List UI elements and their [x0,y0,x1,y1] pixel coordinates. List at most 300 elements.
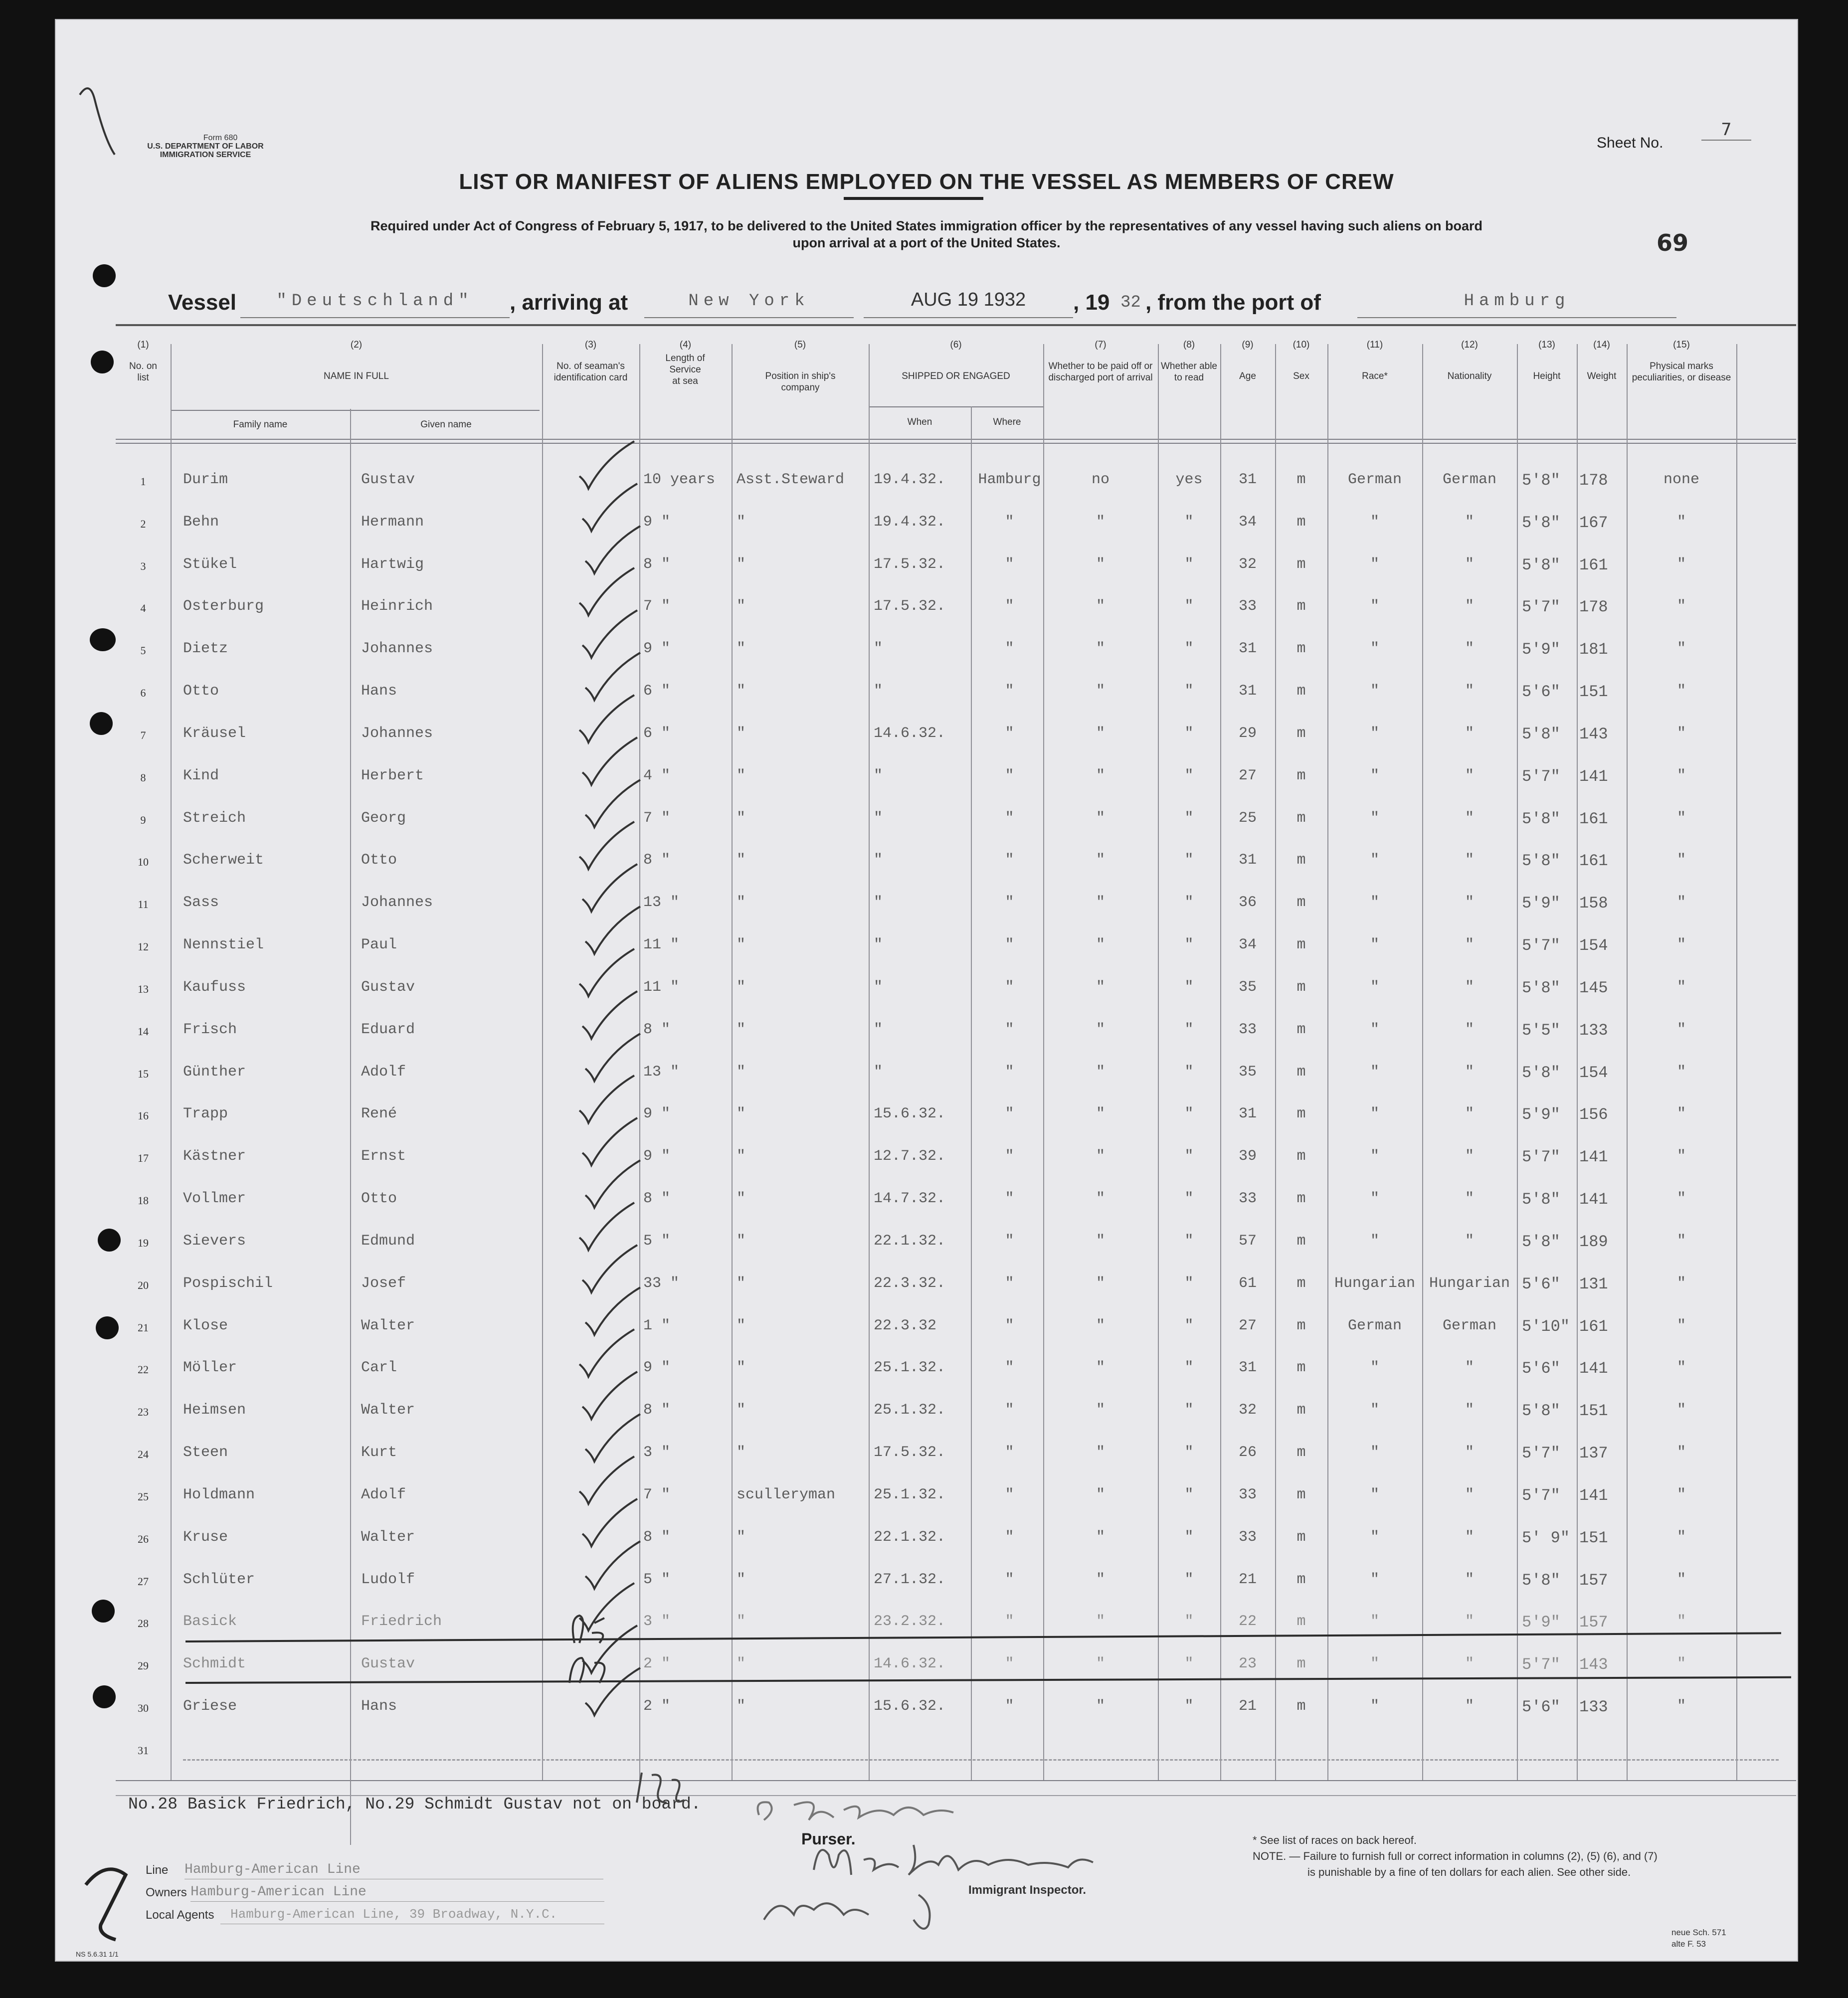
row-number: 11 [138,898,149,910]
cell-given: Gustav [361,979,415,996]
cell-read: " [1184,1275,1194,1292]
cell-age: 21 [1238,1571,1257,1588]
cell-service: 6 " [643,683,671,700]
cell-family: Kräusel [183,725,246,742]
cell-when: " [874,1021,883,1038]
cell-age: 32 [1238,556,1257,573]
cell-height: 5'8" [1522,471,1560,490]
cell-when: 15.6.32. [874,1698,946,1715]
manifest-sheet [56,20,1797,1961]
cell-age: 35 [1238,1064,1257,1081]
cell-height: 5'7" [1522,598,1560,616]
cell-given: Adolf [361,1486,406,1503]
cell-race: German [1347,1317,1402,1334]
cell-paid: " [1096,1402,1105,1419]
cell-family: Möller [183,1359,237,1376]
cell-service: 13 " [643,1064,680,1081]
empty-row-dashed-line [183,1759,1779,1761]
cell-height: 5'8" [1522,979,1560,997]
punch-hole [90,712,113,735]
cell-height: 5'8" [1522,1064,1560,1082]
col-15-header: (15) Physical marks peculiarities, or disease [1632,340,1731,383]
cell-given: Ernst [361,1148,406,1165]
cell-marks: " [1676,1275,1686,1292]
cell-position: " [737,1529,746,1546]
cell-when: 22.1.32. [874,1529,946,1546]
cell-age: 33 [1238,1021,1257,1038]
col-5-header: (5) Position in ship's company [765,340,836,393]
cell-read: " [1184,1105,1194,1122]
cell-marks: " [1676,1064,1686,1081]
cell-sex: m [1296,1105,1306,1122]
cell-when: 25.1.32. [874,1402,946,1419]
row-number: 9 [140,814,146,826]
departure-port: Hamburg [1464,292,1570,311]
cell-paid: " [1096,725,1105,742]
cell-when: 12.7.32. [874,1148,946,1165]
row-number: 27 [138,1575,149,1588]
col-11-header: (11) Race* [1362,340,1388,381]
agents-label: Local Agents [146,1908,214,1922]
cell-weight: 178 [1579,598,1608,616]
penalty-note-2: is punishable by a fine of ten dollars for each alien. See other side. [1307,1866,1631,1878]
cell-race: " [1370,1571,1379,1588]
cell-read: " [1184,1233,1194,1250]
row-number: 24 [138,1448,149,1460]
cell-position: sculleryman [737,1486,836,1503]
cell-age: 33 [1238,598,1257,615]
cell-position: " [737,1655,746,1672]
cell-read: " [1184,767,1194,784]
cell-given: Otto [361,1190,397,1207]
cell-when: 17.5.32. [874,1444,946,1461]
cell-height: 5'8" [1522,514,1560,532]
cell-given: Kurt [361,1444,397,1461]
cell-age: 36 [1238,894,1257,911]
cell-position: " [737,1571,746,1588]
cell-service: 33 " [643,1275,680,1292]
cell-position: " [737,1148,746,1165]
cell-nationality: " [1465,1402,1474,1419]
cell-when: 25.1.32. [874,1486,946,1503]
cell-read: " [1184,1698,1194,1715]
cell-read: " [1184,1359,1194,1376]
cell-height: 5'8" [1522,556,1560,574]
cell-sex: m [1296,1698,1306,1715]
cell-position: " [737,1444,746,1461]
cell-marks: " [1676,1571,1686,1588]
cell-given: Walter [361,1529,415,1546]
cell-given: Gustav [361,1655,415,1672]
cell-given: Hans [361,1698,397,1715]
subtitle-line-1: Required under Act of Congress of February 5, 1917, to be delivered to the United States immigration officer by the representatives of any vessel having such aliens on board [370,218,1483,233]
cell-weight: 161 [1579,556,1608,574]
races-note: * See list of races on back hereof. [1253,1834,1417,1846]
strike-row-28 [185,1632,1781,1642]
cell-weight: 151 [1579,683,1608,701]
cell-read: " [1184,1444,1194,1461]
cell-where: " [1005,514,1014,531]
cell-service: 9 " [643,1148,671,1165]
cell-paid: " [1096,556,1105,573]
cell-age: 27 [1238,767,1257,784]
cell-weight: 133 [1579,1698,1608,1716]
cell-race: " [1370,1064,1379,1081]
cell-position: " [737,1613,746,1630]
cell-when: 19.4.32. [874,514,946,531]
row-number: 5 [140,644,146,657]
cell-family: Trapp [183,1105,228,1122]
cell-family: Günther [183,1064,246,1081]
row-number: 25 [138,1490,149,1503]
cell-height: 5'7" [1522,1486,1560,1505]
cell-position: " [737,1064,746,1081]
cell-service: 1 " [643,1317,671,1334]
cell-marks: " [1676,1402,1686,1419]
cell-given: Hermann [361,514,424,531]
cell-when: 14.6.32. [874,725,946,742]
cell-marks: " [1676,1486,1686,1503]
cell-race: " [1370,852,1379,869]
cell-service: 8 " [643,556,671,573]
penalty-note-1: NOTE. — Failure to furnish full or correct information in columns (2), (5) (6), and (7) [1253,1850,1658,1862]
purser-label: Purser. [801,1830,856,1848]
cell-family: Scherweit [183,852,264,869]
title-rule [844,197,983,200]
cell-marks: " [1676,1444,1686,1461]
cell-race: " [1370,1021,1379,1038]
cell-weight: 141 [1579,767,1608,786]
cell-sex: m [1296,598,1306,615]
col-3-header: (3) No. of seaman's identification card [554,340,628,383]
cell-sex: m [1296,1402,1306,1419]
cell-sex: m [1296,1359,1306,1376]
cell-sex: m [1296,683,1306,700]
cell-paid: " [1096,1486,1105,1503]
row-number: 2 [140,518,146,530]
cell-service: 5 " [643,1233,671,1250]
cell-paid: " [1096,514,1105,531]
col-12-header: (12) Nationality [1447,340,1492,381]
cell-where: " [1005,1148,1014,1165]
cell-position: " [737,1317,746,1334]
cell-nationality: " [1465,1148,1474,1165]
cell-where: " [1005,852,1014,869]
cell-race: " [1370,1486,1379,1503]
cell-age: 34 [1238,936,1257,953]
cell-marks: " [1676,640,1686,657]
cell-weight: 141 [1579,1486,1608,1505]
cell-position: " [737,556,746,573]
cell-height: 5'7" [1522,1655,1560,1674]
cell-nationality: " [1465,725,1474,742]
cell-service: 7 " [643,598,671,615]
cell-nationality: " [1465,979,1474,996]
strike-row-29 [185,1676,1791,1684]
cell-position: " [737,767,746,784]
cell-given: Walter [361,1402,415,1419]
cell-weight: 161 [1579,852,1608,870]
row-number: 4 [140,602,146,614]
cell-paid: " [1096,1444,1105,1461]
cell-family: Vollmer [183,1190,246,1207]
line-label: Line [146,1863,169,1877]
cell-given: Edmund [361,1233,415,1250]
row-number: 12 [138,940,149,953]
col-7-header: (7) Whether to be paid off or discharged port of arrival [1048,340,1153,383]
cell-age: 57 [1238,1233,1257,1250]
cell-family: Holdmann [183,1486,255,1503]
cell-height: 5'5" [1522,1021,1560,1040]
punch-hole [93,1685,116,1708]
cell-weight: 143 [1579,725,1608,743]
cell-height: 5'9" [1522,1613,1560,1632]
cell-weight: 167 [1579,514,1608,532]
cell-where: " [1005,1064,1014,1081]
owners-label: Owners [146,1886,187,1899]
cell-weight: 157 [1579,1571,1608,1590]
row-number: 20 [138,1279,149,1291]
col-given-name-header: Given name [420,419,472,430]
row-number: 21 [138,1321,149,1334]
row-number: 3 [140,560,146,572]
cell-race: " [1370,1444,1379,1461]
punch-hole [91,351,114,373]
cell-sex: m [1296,810,1306,827]
cell-weight: 189 [1579,1233,1608,1251]
cell-height: 5'8" [1522,725,1560,743]
cell-position: " [737,1233,746,1250]
cell-sex: m [1296,1317,1306,1334]
row-number: 29 [138,1659,149,1672]
cell-weight: 151 [1579,1402,1608,1420]
cell-where: " [1005,1275,1014,1292]
page-number: 69 [1657,229,1689,256]
cell-race: " [1370,1698,1379,1715]
subtitle-line-2: upon arrival at a port of the United States. [792,235,1061,250]
corner-checkmark-icon [75,80,155,160]
cell-position: " [737,1021,746,1038]
department-label: U.S. DEPARTMENT OF LABOR [147,142,264,151]
cell-marks: " [1676,852,1686,869]
cell-family: Kind [183,767,219,784]
cell-when: 19.4.32. [874,471,946,488]
service-label: IMMIGRATION SERVICE [160,151,251,159]
cell-height: 5'9" [1522,1105,1560,1124]
cell-service: 7 " [643,810,671,827]
cell-marks: " [1676,683,1686,700]
cell-nationality: " [1465,1064,1474,1081]
from-port-label: , from the port of [1145,290,1321,315]
cell-service: 10 years [643,471,716,488]
cell-weight: 131 [1579,1275,1608,1293]
cell-family: Griese [183,1698,237,1715]
cell-where: " [1005,936,1014,953]
cell-height: 5'6" [1522,1275,1560,1293]
cell-height: 5'6" [1522,1698,1560,1716]
cell-height: 5'8" [1522,1233,1560,1251]
cell-weight: 157 [1579,1613,1608,1632]
cell-when: " [874,1064,883,1081]
cell-sex: m [1296,1021,1306,1038]
cell-paid: " [1096,1275,1105,1292]
cell-race: " [1370,810,1379,827]
cell-age: 35 [1238,979,1257,996]
cell-when: " [874,936,883,953]
cell-race: " [1370,1613,1379,1630]
cell-service: 4 " [643,767,671,784]
cell-nationality: " [1465,556,1474,573]
cell-given: Carl [361,1359,397,1376]
row-number: 6 [140,687,146,699]
cell-where: " [1005,725,1014,742]
cell-where: " [1005,979,1014,996]
cell-weight: 161 [1579,810,1608,828]
cell-position: " [737,598,746,615]
cell-sex: m [1296,979,1306,996]
cell-when: " [874,810,883,827]
row-number: 7 [140,729,146,741]
cell-where: Hamburg [978,471,1041,488]
cell-read: " [1184,894,1194,911]
cell-marks: " [1676,979,1686,996]
punch-hole [93,264,116,287]
cell-when: " [874,852,883,869]
cell-where: " [1005,640,1014,657]
row-number: 8 [140,771,146,784]
cell-given: Adolf [361,1064,406,1081]
cell-age: 33 [1238,1486,1257,1503]
cell-paid: " [1096,640,1105,657]
cell-nationality: " [1465,1655,1474,1672]
cell-read: " [1184,1021,1194,1038]
cell-family: Stükel [183,556,237,573]
cell-service: 6 " [643,725,671,742]
cell-service: 7 " [643,1486,671,1503]
cell-sex: m [1296,894,1306,911]
row-number: 23 [138,1406,149,1418]
cell-service: 9 " [643,514,671,531]
cell-race: " [1370,514,1379,531]
initials-mark-icon [564,1608,624,1693]
cell-read: " [1184,1613,1194,1630]
cell-age: 39 [1238,1148,1257,1165]
cell-when: 27.1.32. [874,1571,946,1588]
cell-where: " [1005,1529,1014,1546]
col-13-header: (13) Height [1533,340,1561,381]
cell-weight: 154 [1579,1064,1608,1082]
cell-service: 3 " [643,1444,671,1461]
cell-weight: 181 [1579,640,1608,659]
cell-weight: 178 [1579,471,1608,490]
cell-marks: " [1676,1317,1686,1334]
cell-position: " [737,640,746,657]
cell-age: 34 [1238,514,1257,531]
cell-height: 5'8" [1522,852,1560,870]
cell-sex: m [1296,1064,1306,1081]
cell-service: 3 " [643,1613,671,1630]
owners-value: Hamburg-American Line [190,1884,367,1900]
cell-age: 31 [1238,1359,1257,1376]
cell-nationality: " [1465,1190,1474,1207]
cell-paid: " [1096,598,1105,615]
cell-sex: m [1296,1444,1306,1461]
cell-where: " [1005,1486,1014,1503]
cell-given: Walter [361,1317,415,1334]
schedule-code-new: neue Sch. 571 [1671,1928,1726,1937]
handwritten-number-icon [629,1768,689,1808]
cell-height: 5' 9" [1522,1529,1570,1547]
cell-race: " [1370,1233,1379,1250]
cell-nationality: " [1465,810,1474,827]
punch-hole [96,1316,119,1339]
cell-weight: 137 [1579,1444,1608,1462]
cell-family: Osterburg [183,598,264,615]
sheet-number-label: Sheet No. [1597,135,1663,151]
cell-service: 8 " [643,1021,671,1038]
cell-race: " [1370,1105,1379,1122]
cell-where: " [1005,1571,1014,1588]
cell-paid: " [1096,936,1105,953]
inspector-label: Immigrant Inspector. [968,1883,1087,1897]
cell-position: " [737,1105,746,1122]
cell-age: 26 [1238,1444,1257,1461]
cell-sex: m [1296,1655,1306,1672]
cell-nationality: " [1465,1021,1474,1038]
cell-service: 2 " [643,1655,671,1672]
cell-weight: 133 [1579,1021,1608,1040]
row-number: 31 [138,1744,149,1757]
print-code: NS 5.6.31 1/1 [76,1950,119,1958]
margin-handwritten-mark-icon [71,1840,156,1945]
cell-height: 5'9" [1522,640,1560,659]
row-number: 15 [138,1068,149,1080]
cell-paid: " [1096,1571,1105,1588]
cell-family: Klose [183,1317,228,1334]
row-number: 10 [138,856,149,868]
cell-age: 27 [1238,1317,1257,1334]
cell-when: 14.7.32. [874,1190,946,1207]
cell-position: " [737,1190,746,1207]
cell-sex: m [1296,1529,1306,1546]
cell-read: " [1184,725,1194,742]
col-9-header: (9) Age [1239,340,1256,381]
cell-position: " [737,936,746,953]
cell-race: " [1370,598,1379,615]
cell-height: 5'8" [1522,1571,1560,1590]
row-number: 28 [138,1617,149,1630]
cell-position: " [737,683,746,700]
col-8-header: (8) Whether able to read [1160,340,1217,383]
cell-where: " [1005,1105,1014,1122]
cell-marks: " [1676,1233,1686,1250]
cell-age: 31 [1238,471,1257,488]
cell-height: 5'7" [1522,767,1560,786]
cell-race: " [1370,1148,1379,1165]
cell-race: " [1370,1402,1379,1419]
cell-height: 5'8" [1522,1190,1560,1209]
cell-marks: " [1676,1105,1686,1122]
cell-race: German [1347,471,1402,488]
cell-when: 17.5.32. [874,598,946,615]
cell-nationality: " [1465,1233,1474,1250]
cell-when: " [874,640,883,657]
cell-where: " [1005,598,1014,615]
cell-nationality: " [1465,598,1474,615]
cell-service: 13 " [643,894,680,911]
cell-given: Herbert [361,767,424,784]
cell-where: " [1005,1655,1014,1672]
